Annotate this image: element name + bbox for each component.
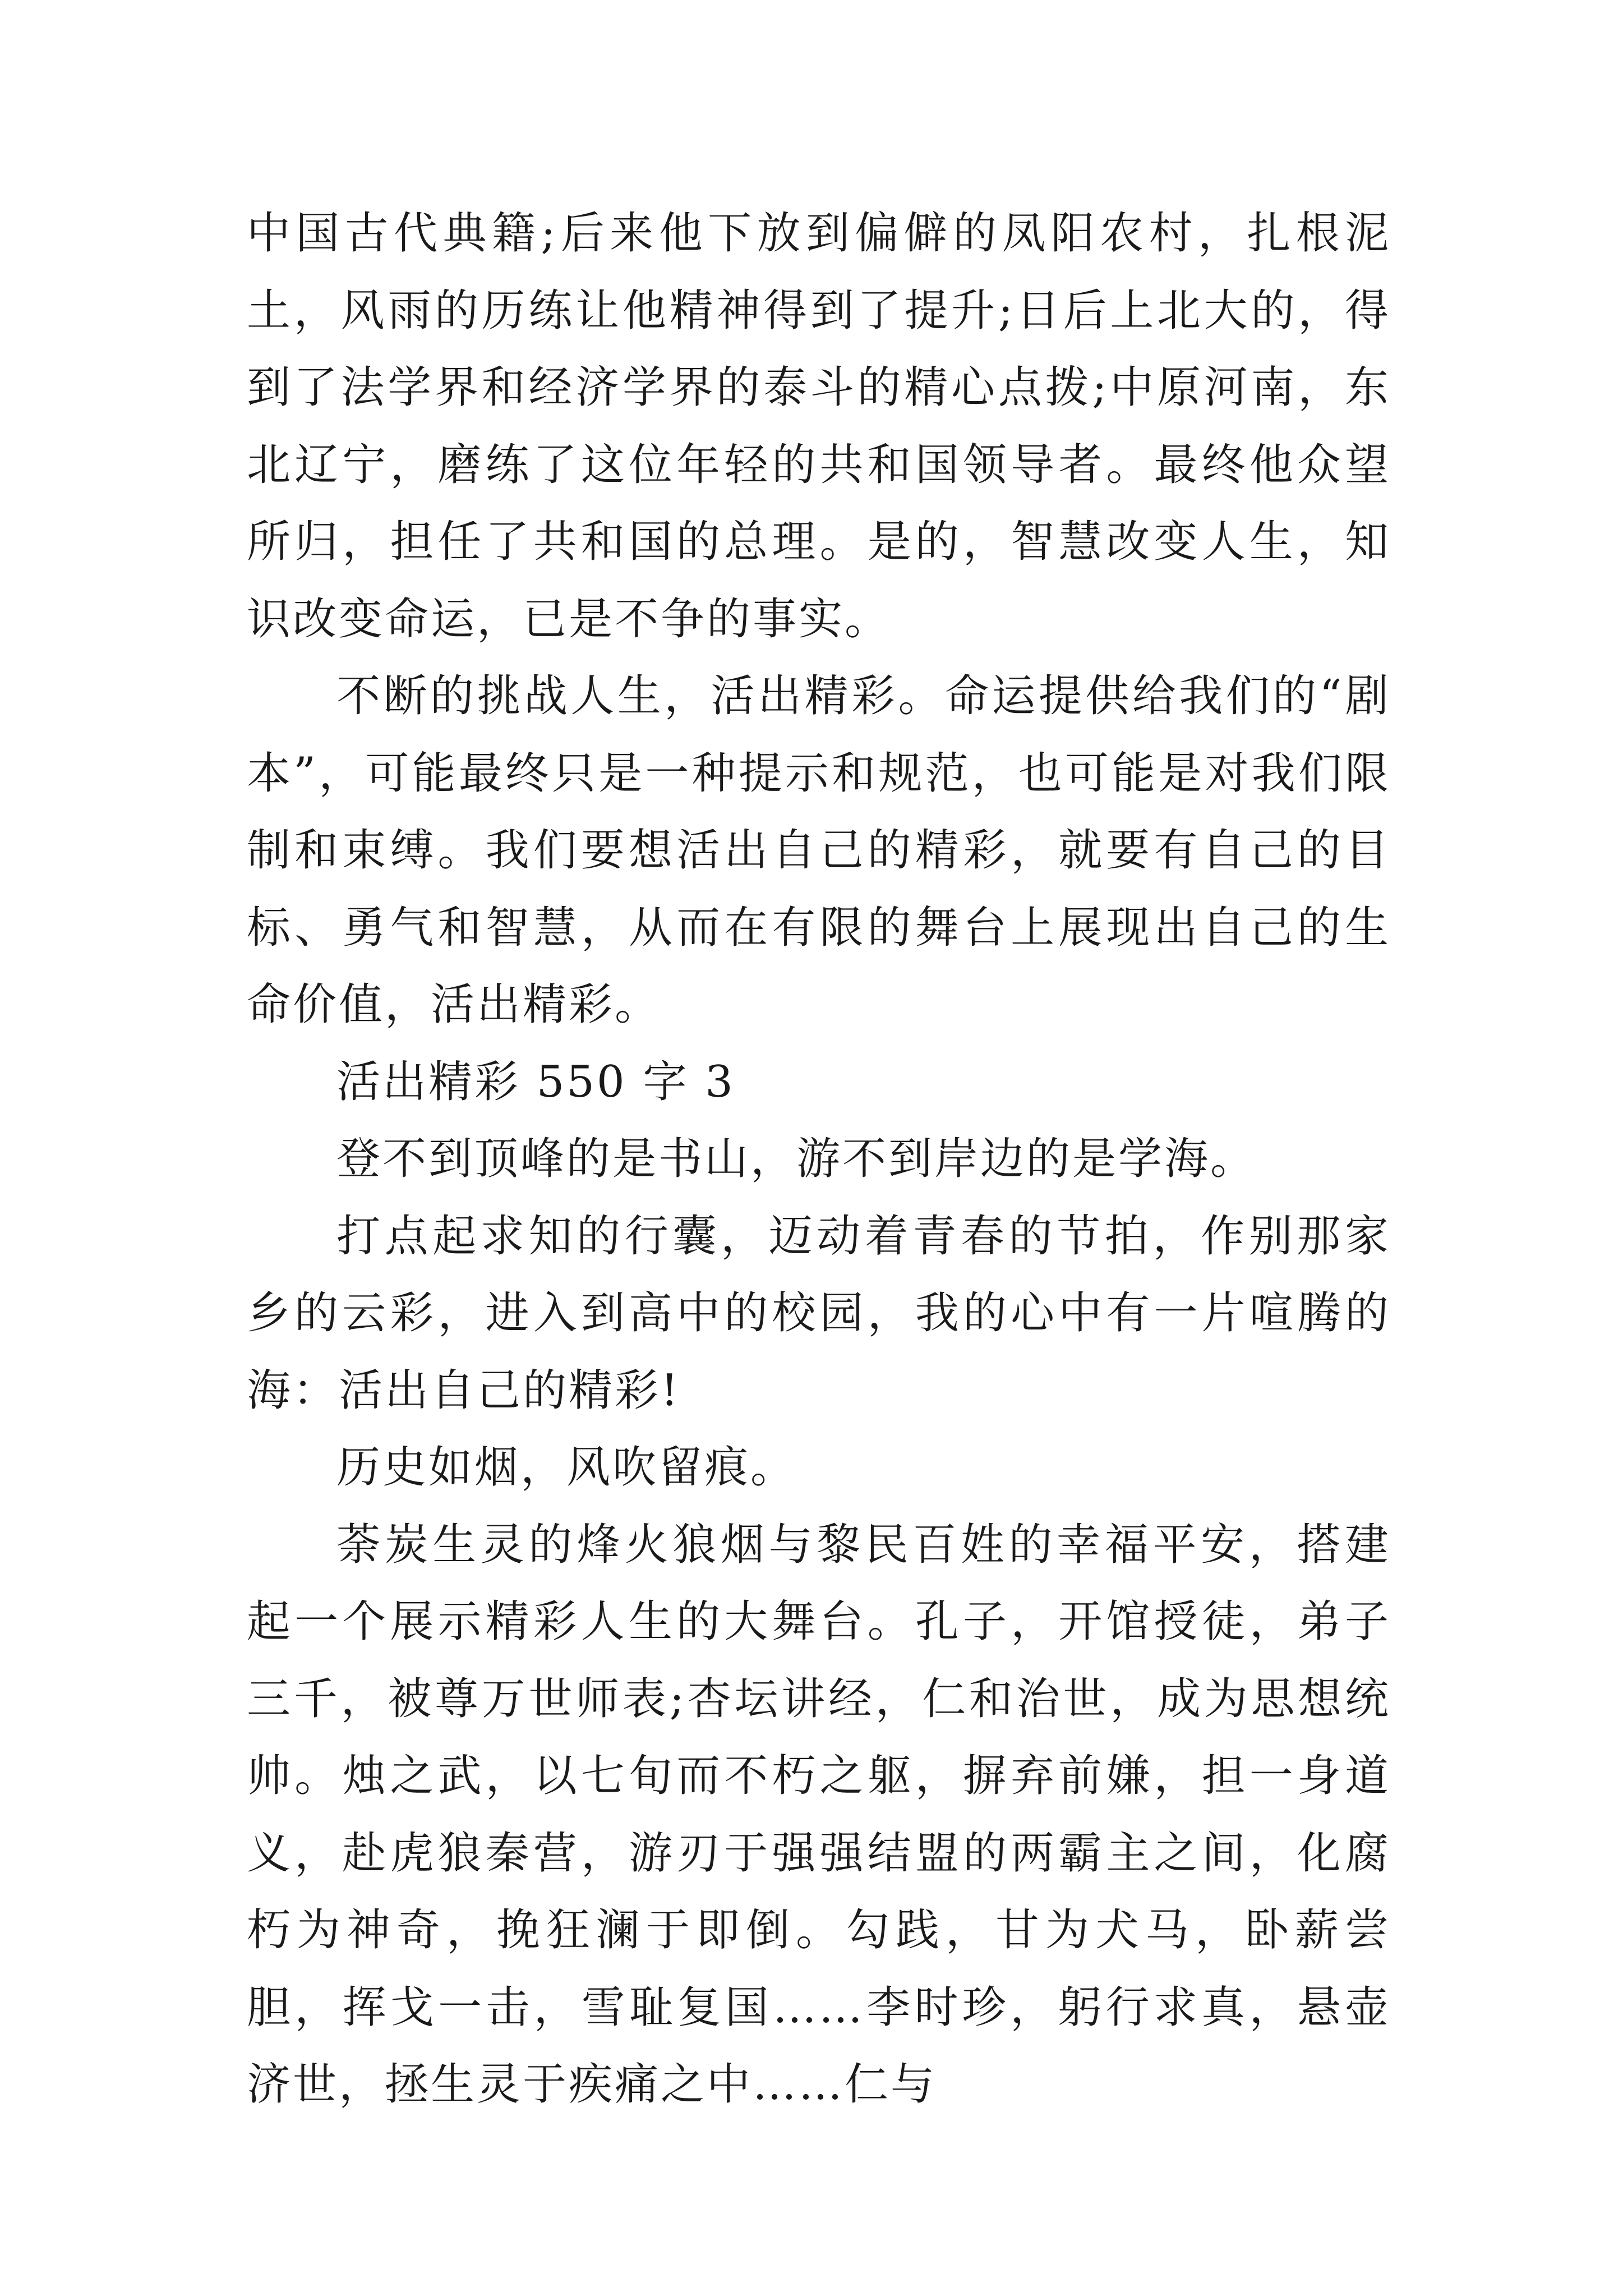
document-body	[247, 195, 1391, 2124]
paragraph-2: 不断的挑战人生，活出精彩。命运提供给我们的“剧本”，可能最终只是一种提示和规范，也可能是对我们限制和束缚。我们要想活出自己的精彩，就要有自己的目标、勇气和智慧，从而在有限的舞台上展现出自己的生命价值，活出精彩。	[247, 671, 1391, 1030]
paragraph-4: 打点起求知的行囊，迈动着青春的节拍，作别那家乡的云彩，进入到高中的校园，我的心中有一片喧腾的海：活出自己的精彩!	[247, 1211, 1391, 1416]
paragraph-1: 中国古代典籍;后来他下放到偏僻的凤阳农村，扎根泥土，风雨的历练让他精神得到了提升;日后上北大的，得到了法学界和经济学界的泰斗的精心点拨;中原河南，东北辽宁，磨练了这位年轻的共和国领导者。最终他众望所归，担任了共和国的总理。是的，智慧改变人生，知识改变命运，已是不争的事实。	[247, 208, 1391, 645]
paragraph-5: 历史如烟，风吹留痕。	[336, 1442, 797, 1493]
paragraph-6: 荼炭生灵的烽火狼烟与黎民百姓的幸福平安，搭建起一个展示精彩人生的大舞台。孔子，开馆授徒，弟子三千，被尊万世师表;杏坛讲经，仁和治世，成为思想统帅。烛之武，以七旬而不朽之躯，摒弃前嫌，担一身道义，赴虎狼秦营，游刃于强强结盟的两霸主之间，化腐朽为神奇，挽狂澜于即倒。勾践，甘为犬马，卧薪尝胆，挥戈一击，雪耻复国……李时珍，躬行求真，悬壶济世，拯生灵于疾痛之中……仁与	[247, 1519, 1391, 2110]
section-heading: 活出精彩 550 字 3	[336, 1056, 735, 1107]
paragraph-3: 登不到顶峰的是书山，游不到岸边的是学海。	[336, 1134, 1257, 1184]
